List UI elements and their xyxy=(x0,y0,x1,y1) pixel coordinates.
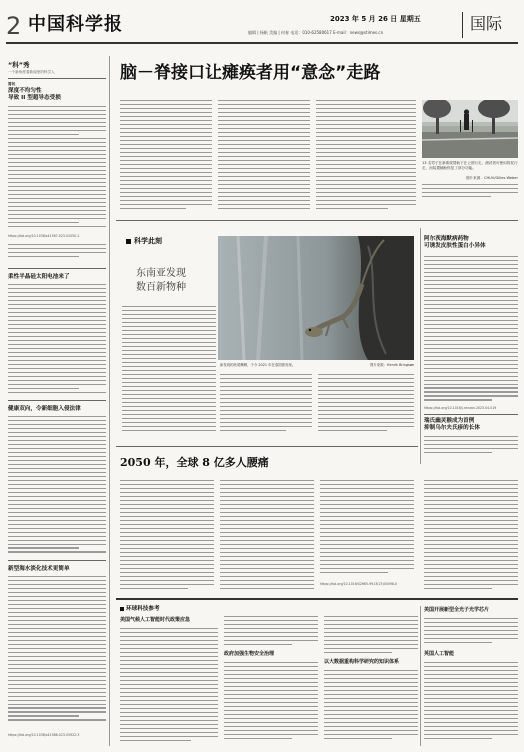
bottom-headline-2: 政府加强生物安全治理 xyxy=(224,651,275,657)
sidebar-column-title: “科”秀 xyxy=(8,61,30,69)
bottom-col-5 xyxy=(424,662,518,744)
right-col-doi[interactable]: https://doi.org/10.1016/j.neuron.2023.04.019 xyxy=(424,406,497,410)
feature-col-1-body xyxy=(122,306,216,436)
main-story-col-3 xyxy=(316,100,416,212)
lizard-photo-credit: 图片来源：Henrik Bringsøe xyxy=(369,363,414,367)
sidebar-rule-3 xyxy=(8,400,106,401)
right-col-divider xyxy=(420,228,421,464)
sidebar-item1-body xyxy=(8,106,106,230)
lizard-photo xyxy=(218,236,414,360)
feature-label-text: 科学此刻 xyxy=(134,237,162,245)
section-label: 国际 xyxy=(470,14,503,33)
story2-top-rule xyxy=(116,446,418,447)
right-story1-body xyxy=(424,256,518,404)
main-story-col-1 xyxy=(120,100,212,212)
feature-title-line1: 东南亚发现 xyxy=(136,268,186,279)
sidebar-rule-4 xyxy=(8,560,106,561)
bottom-col-2-top xyxy=(224,616,318,648)
park-photo-body xyxy=(422,184,518,212)
sidebar-item1-title: 深度不均匀性 导致 II 型超导态受损 xyxy=(8,88,61,101)
bottom-col-4 xyxy=(424,618,518,648)
sidebar-item4-body xyxy=(8,576,106,728)
sidebar-column-sub: 一个新角度看新闻里的科学人 xyxy=(8,70,55,74)
sidebar-doi-1[interactable]: https://doi.org/10.1038/s41567-023-02050-2 xyxy=(8,234,80,238)
section-divider xyxy=(462,12,463,38)
page-number: 2 xyxy=(6,12,22,40)
sidebar-item4-title: 新型海水淡化技术更简单 xyxy=(8,566,70,572)
bottom-col-3 xyxy=(324,670,418,744)
sidebar-item1-tag: 简讯 xyxy=(8,82,16,86)
feature-label-square xyxy=(126,239,131,244)
sidebar-item2-title: 柔性半晶硅太阳电池来了 xyxy=(8,274,70,280)
right-story1-title: 阿尔茨海默病药物 可诱发皮肤性蛋白小异体 xyxy=(424,236,486,249)
lizard-photo-caption: 新发现的丝尾蜥蜴，于今 2021 年在泰国被发现。 xyxy=(220,363,296,367)
feature-col-2-body xyxy=(220,374,312,436)
sidebar-item1-body-b xyxy=(8,244,106,264)
right-story2-body xyxy=(424,436,518,464)
story2-headline: 2050 年，全球 8 亿多人腰痛 xyxy=(120,456,269,469)
masthead xyxy=(0,0,524,44)
bottom-label-square xyxy=(120,607,124,611)
bottom-section-label xyxy=(120,604,160,612)
sidebar-item2-body xyxy=(8,284,106,396)
sidebar-item3-body xyxy=(8,416,106,556)
sidebar-rule-1 xyxy=(8,78,106,79)
sidebar-doi-2[interactable]: https://doi.org/10.1038/s41586-023-05922-3 xyxy=(8,733,80,737)
main-story-col-2 xyxy=(218,100,310,212)
feature-title-line2: 数百新物种 xyxy=(136,282,186,293)
sidebar-divider xyxy=(109,56,110,746)
editors-line: 编辑 | 杨帆 美编 | 何春 电话：010-62580617 E-mail：news@stimes.cn xyxy=(248,30,384,35)
bottom-section-label-text: 环球科技参考 xyxy=(126,606,160,612)
park-photo xyxy=(422,100,518,158)
bottom-headline-1: 美国气候人工智能时代政策应急 xyxy=(120,617,191,623)
bottom-headline-5: 英国人工智能 xyxy=(424,651,455,657)
bottom-right-divider xyxy=(420,606,421,746)
bottom-col-3-top xyxy=(324,616,418,656)
lizard-photo-image xyxy=(218,236,414,360)
park-photo-caption: 13 名男子在新系统帮助下在公园行走，测试者可使用拐杖行走，而装置辅助恢复了部分功能。 xyxy=(422,161,518,170)
paper-name: 中国科学报 xyxy=(28,14,123,35)
masthead-rule xyxy=(6,42,518,44)
right-story2-title: 瑞氏幽灵猴成为首例 抑制乌尔夫氏疹的长体 xyxy=(424,418,480,431)
right-col-rule xyxy=(424,414,518,415)
bottom-headline-3: 以大数据重构科学研究的知识体系 xyxy=(324,659,400,665)
bottom-col-2 xyxy=(224,662,318,744)
park-photo-image xyxy=(422,100,518,158)
bottom-section-rule xyxy=(116,598,518,600)
story2-source[interactable]: https://doi.org/10.1016/S2665-9913(23)00098-X xyxy=(320,582,398,586)
story2-col-4 xyxy=(424,480,518,592)
park-photo-credit: 图片来源：CHUV/Gilles Weber xyxy=(465,176,518,180)
date-line: 2023 年 5 月 26 日 星期五 xyxy=(330,15,421,23)
story2-col-2 xyxy=(220,480,314,592)
main-headline: 脑－脊接口让瘫痪者用“意念”走路 xyxy=(120,63,381,83)
sidebar-item3-title: 健康双向，令新细胞入侵法律 xyxy=(8,406,81,412)
bottom-headline-4: 美国开展新型全光子光学芯片 xyxy=(424,607,490,613)
feature-label xyxy=(126,236,162,246)
story2-col-1 xyxy=(120,480,214,592)
story2-col-3 xyxy=(320,480,414,576)
feature-col-3-body xyxy=(318,374,414,436)
bottom-col-1 xyxy=(120,628,218,744)
main-story-bottom-rule xyxy=(116,220,518,221)
sidebar-rule-2 xyxy=(8,268,106,269)
